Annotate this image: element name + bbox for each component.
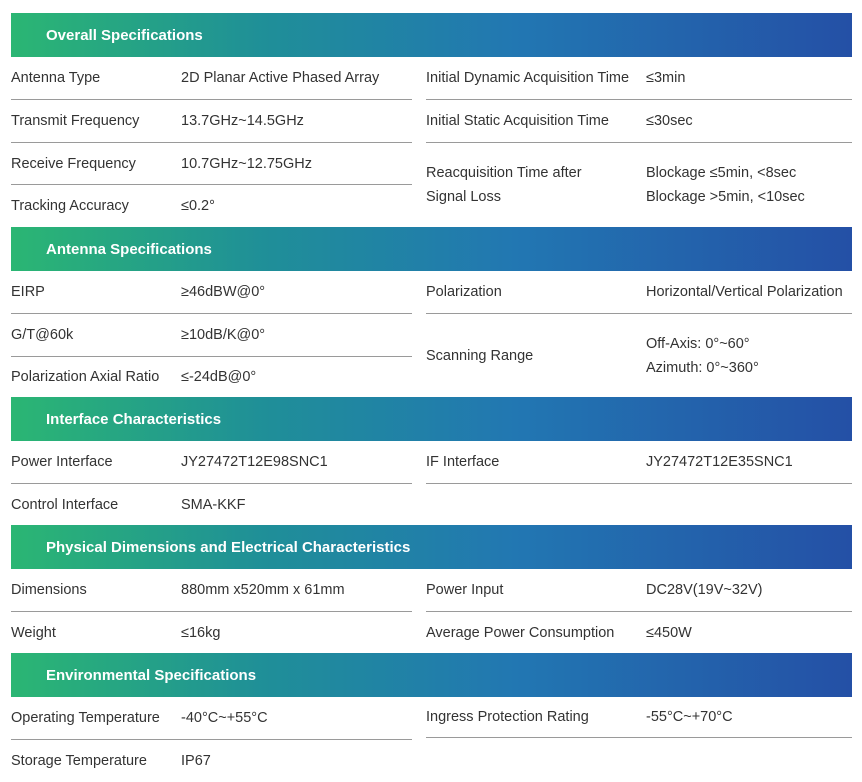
- spec-label: Average Power Consumption: [426, 624, 615, 641]
- spec-label: Transmit Frequency: [11, 113, 140, 129]
- spec-label: [426, 161, 646, 209]
- spec-row: [11, 143, 412, 185]
- section-title: Overall Specifications: [46, 26, 203, 44]
- section-header-physical: [11, 525, 852, 569]
- spec-row: [11, 100, 412, 143]
- spec-row: [11, 314, 412, 357]
- left-column: [11, 697, 412, 782]
- section-title: Physical Dimensions and Electrical Characteristics: [46, 538, 411, 556]
- spec-label: IF Interface: [426, 454, 500, 470]
- spec-value: -55°C~+70°C: [646, 709, 733, 725]
- section-header-antenna: [11, 227, 852, 271]
- spec-row: [426, 612, 852, 653]
- spec-value: DC28V(19V~32V): [646, 582, 763, 598]
- left-column: [11, 271, 412, 397]
- spec-value: ≤450W: [646, 624, 692, 641]
- spec-label: Control Interface: [11, 496, 119, 513]
- spec-label: Polarization Axial Ratio: [11, 369, 160, 385]
- spec-label-line: Signal Loss: [426, 189, 501, 205]
- right-column: [426, 57, 852, 227]
- spec-value: [646, 161, 805, 209]
- spec-value: ≤30sec: [646, 113, 693, 129]
- spec-row: [426, 143, 852, 227]
- spec-row: [11, 740, 412, 782]
- spec-row: [11, 357, 412, 397]
- spec-row: [426, 314, 852, 397]
- section-body-overall: [11, 57, 852, 227]
- spec-row: [11, 612, 412, 653]
- spec-label: Weight: [11, 624, 56, 641]
- section-body-environmental: [11, 697, 852, 782]
- spec-value: IP67: [181, 753, 211, 769]
- section-title: Antenna Specifications: [46, 240, 212, 258]
- spec-row: [426, 100, 852, 143]
- spec-row: [11, 441, 412, 484]
- spec-sheet: [11, 13, 852, 782]
- spec-value-line: Azimuth: 0°~360°: [646, 359, 759, 376]
- spec-value: SMA-KKF: [181, 496, 246, 513]
- spec-label: G/T@60k: [11, 327, 74, 343]
- spec-row: [11, 697, 412, 740]
- right-column: [426, 569, 852, 653]
- spec-label: Operating Temperature: [11, 710, 160, 726]
- section-body-physical: [11, 569, 852, 653]
- spec-row: [11, 569, 412, 612]
- spec-value: ≤16kg: [181, 624, 221, 641]
- spec-label: Polarization: [426, 284, 502, 300]
- spec-value: 2D Planar Active Phased Array: [181, 70, 380, 86]
- spec-label: EIRP: [11, 284, 45, 300]
- spec-value: JY27472T12E35SNC1: [646, 454, 793, 470]
- spec-value: JY27472T12E98SNC1: [181, 454, 328, 470]
- spec-value: ≤3min: [646, 70, 686, 86]
- spec-value: ≤0.2°: [181, 198, 215, 214]
- spec-label-line: Reacquisition Time after: [426, 165, 582, 181]
- spec-row: [426, 441, 852, 484]
- spec-row: [426, 697, 852, 738]
- section-body-antenna: [11, 271, 852, 397]
- spec-label: Power Input: [426, 582, 504, 598]
- spec-row: [11, 271, 412, 314]
- section-header-environmental: [11, 653, 852, 697]
- spec-row: [426, 569, 852, 612]
- spec-label: Receive Frequency: [11, 155, 136, 172]
- left-column: [11, 441, 412, 525]
- spec-label: Power Interface: [11, 454, 113, 470]
- spec-value: 880mm x520mm x 61mm: [181, 582, 345, 598]
- spec-row: [11, 57, 412, 100]
- spec-label: Tracking Accuracy: [11, 198, 129, 214]
- spec-value: Horizontal/Vertical Polarization: [646, 284, 843, 300]
- spec-row: [11, 185, 412, 227]
- right-column: [426, 697, 852, 782]
- left-column: [11, 57, 412, 227]
- spec-value-line: Blockage ≤5min, <8sec: [646, 165, 797, 181]
- spec-value: -40°C~+55°C: [181, 710, 268, 726]
- spec-value-line: Blockage >5min, <10sec: [646, 189, 805, 205]
- spec-row: [426, 271, 852, 314]
- spec-label: Storage Temperature: [11, 753, 147, 769]
- spec-row: [426, 57, 852, 100]
- section-title: Interface Characteristics: [46, 410, 222, 428]
- spec-value: ≥46dBW@0°: [181, 284, 266, 300]
- spec-label: Dimensions: [11, 582, 87, 598]
- spec-label: Antenna Type: [11, 70, 101, 86]
- spec-row: [11, 484, 412, 525]
- spec-value: 10.7GHz~12.75GHz: [181, 155, 312, 172]
- spec-value: 13.7GHz~14.5GHz: [181, 113, 304, 129]
- spec-value: ≥10dB/K@0°: [181, 327, 266, 343]
- spec-label: Initial Dynamic Acquisition Time: [426, 70, 630, 86]
- spec-label: Ingress Protection Rating: [426, 709, 589, 725]
- section-header-overall: [11, 13, 852, 57]
- section-body-interface: [11, 441, 852, 525]
- left-column: [11, 569, 412, 653]
- spec-value: ≤-24dB@0°: [181, 369, 257, 385]
- section-title: Environmental Specifications: [46, 666, 257, 684]
- right-column: [426, 441, 852, 525]
- spec-label: Scanning Range: [426, 347, 534, 364]
- right-column: [426, 271, 852, 397]
- section-header-interface: [11, 397, 852, 441]
- spec-label: Initial Static Acquisition Time: [426, 113, 609, 129]
- spec-value: [646, 332, 759, 380]
- spec-value-line: Off-Axis: 0°~60°: [646, 335, 750, 352]
